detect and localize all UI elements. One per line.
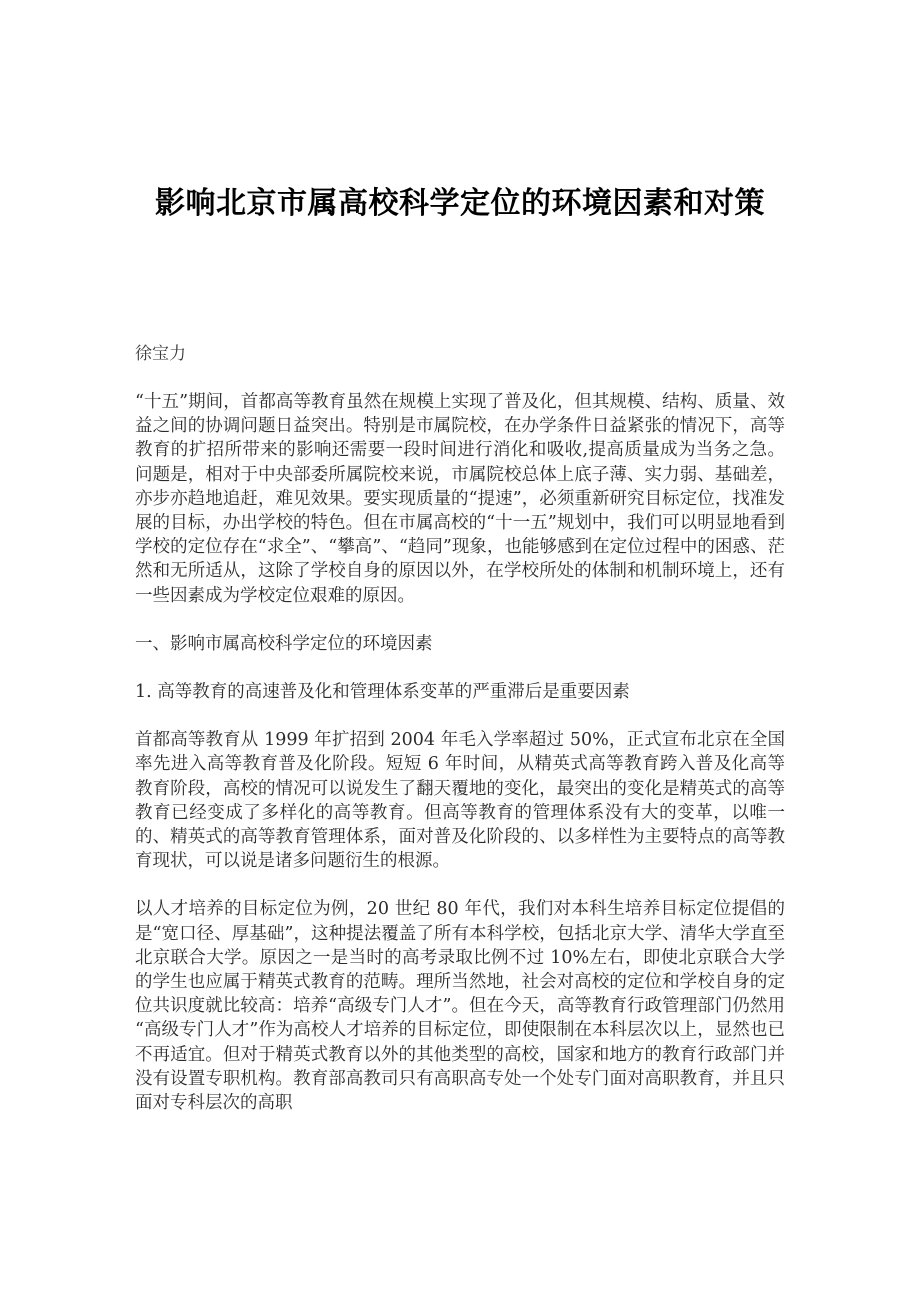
section-heading-1: 一、影响市属高校科学定位的环境因素 bbox=[135, 633, 433, 654]
subsection-heading-1-1: 1. 高等教育的高速普及化和管理体系变革的严重滞后是重要因素 bbox=[135, 682, 630, 703]
paragraph-intro: “十五”期间，首都高等教育虽然在规模上实现了普及化，但其规模、结构、质量、效益之间的协调问题日益突出。特别是市属院校，在办学条件日益紧张的情况下，高等教育的扩招所带来的影响还需要一段时间进行消化和吸收,提高质量成为当务之急。问题是，相对于中央部委所属院校来说，市属院校总体上底子薄、实力弱、基础差，亦步亦趋地追赶，难见效果。要实现质量的“提速”，必须重新研究目标定位，找准发展的目标，办出学校的特色。但在市属高校的“十一五”规划中，我们可以明显地看到学校的定位存在“求全”、“攀高”、“趋同”现象，也能够感到在定位过程中的困惑、茫然和无所适从，这除了学校自身的原因以外，在学校所处的体制和机制环境上，还有一些因素成为学校定位艰难的原因。 bbox=[135, 392, 785, 606]
paragraph-body-1: 首都高等教育从 1999 年扩招到 2004 年毛入学率超过 50%，正式宣布北京在全国率先进入高等教育普及化阶段。短短 6 年时间，从精英式高等教育跨入普及化高等教育阶段，高校的情况可以说发生了翻天覆地的变化，最突出的变化是精英式的高等教育已经变成了多样化的高等教育。但高等教育的管理体系没有大的变革，以唯一的、精英式的高等教育管理体系，面对普及化阶段的、以多样性为主要特点的高等教育现状，可以说是诸多问题衍生的根源。 bbox=[135, 730, 785, 872]
author-name: 徐宝力 bbox=[135, 344, 186, 364]
document-content-column bbox=[135, 0, 785, 1115]
paragraph-body-2: 以人才培养的目标定位为例，20 世纪 80 年代，我们对本科生培养目标定位提倡的是“宽口径、厚基础”，这种提法覆盖了所有本科学校，包括北京大学、清华大学直至北京联合大学。原因之一是当时的高考录取比例不过 10%左右，即使北京联合大学的学生也应属于精英式教育的范畴。理所当然地，社会对高校的定位和学校自身的定位共识度就比较高：培养“高级专门人才”。但在今天，高等教育行政管理部门仍然用“高级专门人才”作为高校人才培养的目标定位，即使限制在本科层次以上，显然也已不再适宜。但对于精英式教育以外的其他类型的高校，国家和地方的教育行政部门并没有设置专职机构。教育部高教司只有高职高专处一个处专门面对高职教育，并且只面对专科层次的高职 bbox=[135, 899, 785, 1114]
page-title: 影响北京市属高校科学定位的环境因素和对策 bbox=[155, 186, 765, 221]
